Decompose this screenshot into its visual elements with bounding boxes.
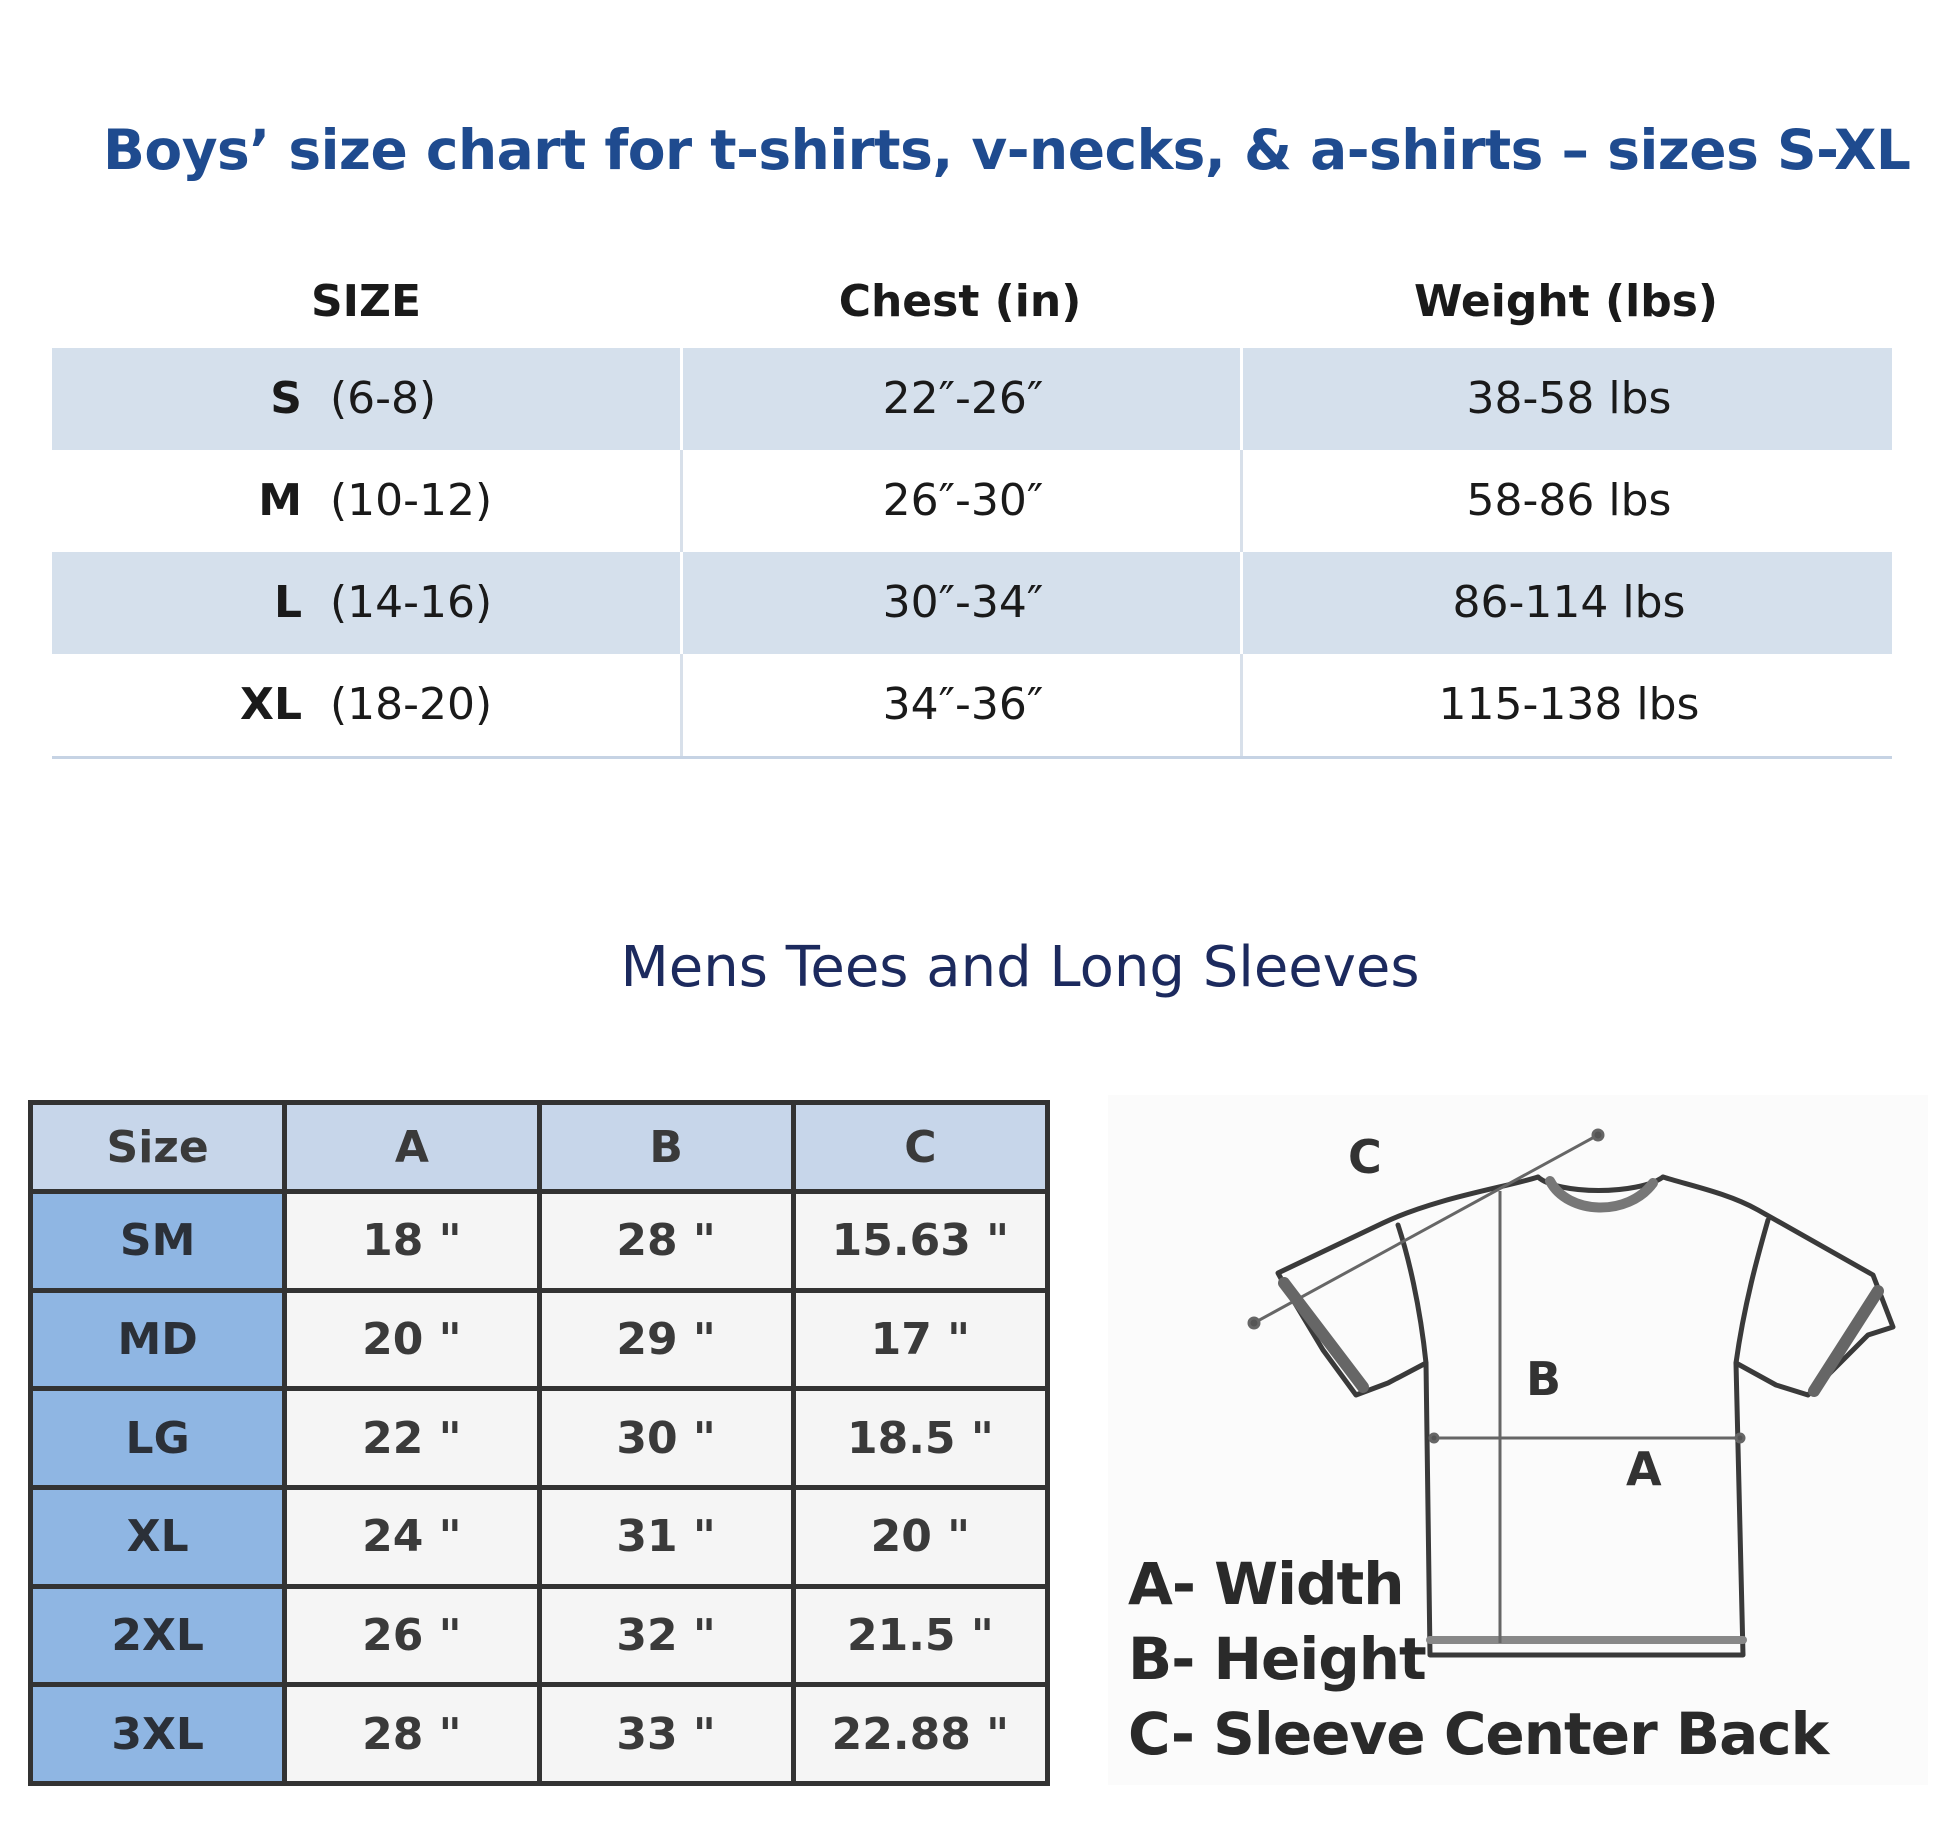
table-row [52, 552, 1892, 654]
c-cell: 20 " [793, 1487, 1047, 1586]
size-range: (18-20) [330, 679, 493, 730]
size-range: (6-8) [330, 373, 437, 424]
legend-width: A- Width [1128, 1550, 1404, 1618]
a-cell: 24 " [285, 1487, 539, 1586]
weight-cell: 115-138 lbs [1240, 654, 1895, 756]
table-row [52, 654, 1892, 756]
chest-cell: 34″-36″ [680, 654, 1243, 756]
boys-chart-title: Boys’ size chart for t-shirts, v-necks, & a-shirts – sizes S-XL [103, 118, 1911, 182]
label-a: A [1626, 1442, 1662, 1496]
a-cell: 26 " [285, 1586, 539, 1685]
right-sleeve-cuff [1814, 1291, 1878, 1391]
header-a: A [285, 1103, 539, 1192]
size-code: S [270, 373, 302, 424]
table-row [31, 1192, 1048, 1291]
mens-size-table [28, 1100, 1050, 1786]
tshirt-measurement-diagram [1108, 1095, 1928, 1785]
a-cell: 28 " [285, 1685, 539, 1784]
header-size: Size [31, 1103, 285, 1192]
size-cell [52, 348, 680, 450]
table-row [31, 1389, 1048, 1488]
a-cell: 22 " [285, 1389, 539, 1488]
size-cell: XL [31, 1487, 285, 1586]
legend-height: B- Height [1128, 1625, 1426, 1693]
header-b: B [539, 1103, 793, 1192]
size-code: M [258, 475, 302, 526]
weight-cell: 38-58 lbs [1240, 348, 1895, 450]
header-chest: Chest (in) [838, 276, 1082, 327]
chest-cell: 26″-30″ [680, 450, 1243, 552]
legend-sleeve-center-back: C- Sleeve Center Back [1128, 1700, 1829, 1768]
chest-cell: 30″-34″ [680, 552, 1243, 654]
table-header-row [31, 1103, 1048, 1192]
c-cell: 22.88 " [793, 1685, 1047, 1784]
b-cell: 32 " [539, 1586, 793, 1685]
c-cell: 18.5 " [793, 1389, 1047, 1488]
weight-cell: 86-114 lbs [1240, 552, 1895, 654]
size-code: L [273, 577, 302, 628]
header-size: SIZE [310, 276, 422, 327]
size-cell: 2XL [31, 1586, 285, 1685]
size-cell: 3XL [31, 1685, 285, 1784]
table-row [31, 1290, 1048, 1389]
table-row [31, 1586, 1048, 1685]
size-range: (14-16) [330, 577, 493, 628]
size-code: XL [240, 679, 302, 730]
c-cell: 15.63 " [793, 1192, 1047, 1291]
size-cell: MD [31, 1290, 285, 1389]
table-row [31, 1487, 1048, 1586]
size-range: (10-12) [330, 475, 493, 526]
b-cell: 29 " [539, 1290, 793, 1389]
label-b: B [1526, 1352, 1562, 1406]
a-cell: 20 " [285, 1290, 539, 1389]
size-cell [52, 450, 680, 552]
size-cell [52, 552, 680, 654]
b-cell: 33 " [539, 1685, 793, 1784]
size-cell: LG [31, 1389, 285, 1488]
table-bottom-rule [52, 756, 1892, 759]
table-row [52, 348, 1892, 450]
label-c: C [1348, 1130, 1382, 1184]
table-row [31, 1685, 1048, 1784]
table-row [52, 450, 1892, 552]
size-cell [52, 654, 680, 756]
c-cell: 17 " [793, 1290, 1047, 1389]
chest-cell: 22″-26″ [680, 348, 1243, 450]
b-cell: 31 " [539, 1487, 793, 1586]
measure-line-c [1254, 1135, 1598, 1323]
boys-size-table [52, 256, 1892, 759]
b-cell: 28 " [539, 1192, 793, 1291]
weight-cell: 58-86 lbs [1240, 450, 1895, 552]
c-cell: 21.5 " [793, 1586, 1047, 1685]
b-cell: 30 " [539, 1389, 793, 1488]
boys-table-header [52, 256, 1892, 348]
a-cell: 18 " [285, 1192, 539, 1291]
mens-chart-title: Mens Tees and Long Sleeves [620, 935, 1420, 1000]
header-c: C [793, 1103, 1047, 1192]
header-weight: Weight (lbs) [1413, 276, 1719, 327]
size-cell: SM [31, 1192, 285, 1291]
